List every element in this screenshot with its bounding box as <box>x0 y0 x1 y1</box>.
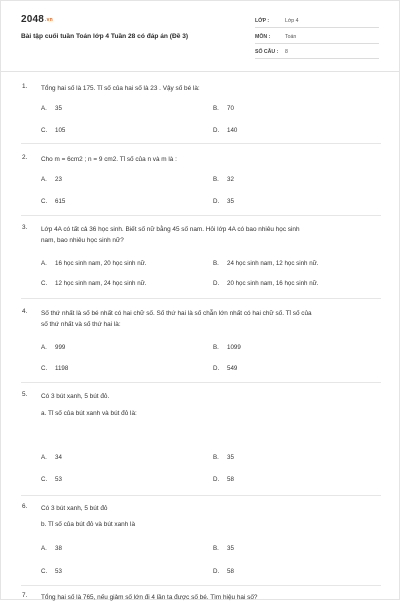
header-divider <box>1 71 400 72</box>
option-text: 34 <box>55 454 62 461</box>
option-text: 615 <box>55 198 66 205</box>
question-number: 2. <box>22 154 28 161</box>
option-a[interactable] <box>41 454 62 461</box>
option-text: 35 <box>227 545 234 552</box>
question-line: Cho m = 6cm2 ; n = 9 cm2. Tỉ số của n và m là : <box>41 156 177 163</box>
question-number: 3. <box>22 224 28 231</box>
option-a[interactable] <box>41 344 65 351</box>
option-letter: D. <box>213 280 220 287</box>
option-text: 38 <box>55 545 62 552</box>
question-line: Có 3 bút xanh, 5 bút đỏ <box>41 505 108 512</box>
option-text: 35 <box>227 454 234 461</box>
question-line: Tổng hai số là 175. Tỉ số của hai số là 23 . Vậy số bé là: <box>41 85 200 92</box>
option-d[interactable] <box>213 568 234 575</box>
option-text: 24 học sinh nam, 12 học sinh nữ. <box>227 260 319 267</box>
option-c[interactable] <box>41 365 68 372</box>
option-text: 549 <box>227 365 238 372</box>
option-letter: B. <box>213 260 219 267</box>
question-line: Số thứ nhất là số bé nhất có hai chữ số. Số thứ hai là số chẵn lớn nhất có hai chữ số. Tỉ số của <box>41 310 312 317</box>
meta-subject <box>255 31 379 44</box>
question-divider <box>21 495 381 496</box>
meta-key: LỚP : <box>255 18 270 24</box>
site-logo[interactable] <box>21 14 53 25</box>
option-a[interactable] <box>41 176 62 183</box>
option-b[interactable] <box>213 344 241 351</box>
option-letter: A. <box>41 176 47 183</box>
option-a[interactable] <box>41 105 62 112</box>
option-text: 1099 <box>227 344 241 351</box>
question-line: Tổng hai số là 765, nếu giảm số lớn đi 4 lần ta được số bé. Tìm hiệu hai số? <box>41 594 258 601</box>
question-line: a. Tỉ số của bút xanh và bút đỏ là: <box>41 410 137 417</box>
option-letter: D. <box>213 198 220 205</box>
option-letter: B. <box>213 105 219 112</box>
logo-text: 2048 <box>21 14 45 25</box>
option-text: 23 <box>55 176 62 183</box>
question-text <box>41 391 381 419</box>
option-c[interactable] <box>41 198 65 205</box>
option-letter: C. <box>41 198 48 205</box>
logo-suffix: .vn <box>45 17 53 23</box>
document-title: Bài tập cuối tuần Toán lớp 4 Tuần 28 có đáp án (Đề 3) <box>21 33 189 40</box>
question-divider <box>21 143 381 144</box>
question-text <box>41 308 381 330</box>
option-text: 58 <box>227 476 234 483</box>
option-text: 70 <box>227 105 234 112</box>
meta-key: SỐ CÂU : <box>255 49 279 55</box>
option-letter: A. <box>41 260 47 267</box>
question-number: 5. <box>22 391 28 398</box>
option-letter: C. <box>41 280 48 287</box>
option-c[interactable] <box>41 280 147 287</box>
option-b[interactable] <box>213 454 234 461</box>
question-text <box>41 83 381 94</box>
option-b[interactable] <box>213 105 234 112</box>
option-b[interactable] <box>213 176 234 183</box>
option-d[interactable] <box>213 365 237 372</box>
option-a[interactable] <box>41 545 62 552</box>
option-text: 53 <box>55 476 62 483</box>
question-line: số thứ nhất và số thứ hai là: <box>41 321 121 328</box>
option-letter: C. <box>41 365 48 372</box>
option-letter: D. <box>213 365 220 372</box>
option-b[interactable] <box>213 260 319 267</box>
option-letter: A. <box>41 454 47 461</box>
question-text <box>41 154 381 165</box>
option-letter: C. <box>41 568 48 575</box>
meta-count <box>255 46 379 59</box>
option-text: 105 <box>55 127 66 134</box>
option-letter: D. <box>213 476 220 483</box>
question-divider <box>21 298 381 299</box>
question-divider <box>21 585 381 586</box>
option-letter: B. <box>213 454 219 461</box>
option-text: 32 <box>227 176 234 183</box>
meta-class <box>255 15 379 28</box>
option-c[interactable] <box>41 476 62 483</box>
option-letter: D. <box>213 568 220 575</box>
question-line: Có 3 bút xanh, 5 bút đỏ. <box>41 393 110 400</box>
option-text: 140 <box>227 127 238 134</box>
option-d[interactable] <box>213 476 234 483</box>
header <box>1 1 400 67</box>
question-number: 1. <box>22 83 28 90</box>
question-number: 7. <box>22 592 28 599</box>
question-text <box>41 503 381 530</box>
question-line: b. Tỉ số của bút đỏ và bút xanh là <box>41 521 136 528</box>
meta-value: Toán <box>285 34 297 40</box>
option-letter: D. <box>213 127 220 134</box>
option-text: 35 <box>55 105 62 112</box>
option-b[interactable] <box>213 545 234 552</box>
question-line: Lớp 4A có tất cả 36 học sinh. Biết số nữ bằng 45 số nam. Hỏi lớp 4A có bao nhiêu học sinh <box>41 226 300 233</box>
question-divider <box>21 215 381 216</box>
question-text <box>41 224 381 246</box>
meta-value: Lớp 4 <box>285 18 299 24</box>
option-text: 999 <box>55 344 66 351</box>
option-letter: B. <box>213 545 219 552</box>
option-letter: C. <box>41 127 48 134</box>
option-c[interactable] <box>41 568 62 575</box>
option-letter: C. <box>41 476 48 483</box>
meta-value: 8 <box>285 49 288 55</box>
option-a[interactable] <box>41 260 147 267</box>
option-d[interactable] <box>213 198 234 205</box>
option-text: 12 học sinh nam, 24 học sinh nữ. <box>55 280 147 287</box>
option-text: 16 học sinh nam, 20 học sinh nữ. <box>55 260 147 267</box>
option-d[interactable] <box>213 280 319 287</box>
option-text: 35 <box>227 198 234 205</box>
question-text <box>41 592 381 603</box>
question-number: 6. <box>22 503 28 510</box>
option-d[interactable] <box>213 127 237 134</box>
option-letter: A. <box>41 344 47 351</box>
question-number: 4. <box>22 308 28 315</box>
meta-key: MÔN : <box>255 34 271 40</box>
question-divider <box>21 382 381 383</box>
option-letter: B. <box>213 344 219 351</box>
option-text: 58 <box>227 568 234 575</box>
question-line: nam, bao nhiêu học sinh nữ? <box>41 237 124 244</box>
option-c[interactable] <box>41 127 65 134</box>
option-text: 1198 <box>55 365 69 372</box>
option-letter: A. <box>41 545 47 552</box>
option-text: 53 <box>55 568 62 575</box>
option-letter: A. <box>41 105 47 112</box>
option-text: 20 học sinh nam, 16 học sinh nữ. <box>227 280 319 287</box>
option-letter: B. <box>213 176 219 183</box>
